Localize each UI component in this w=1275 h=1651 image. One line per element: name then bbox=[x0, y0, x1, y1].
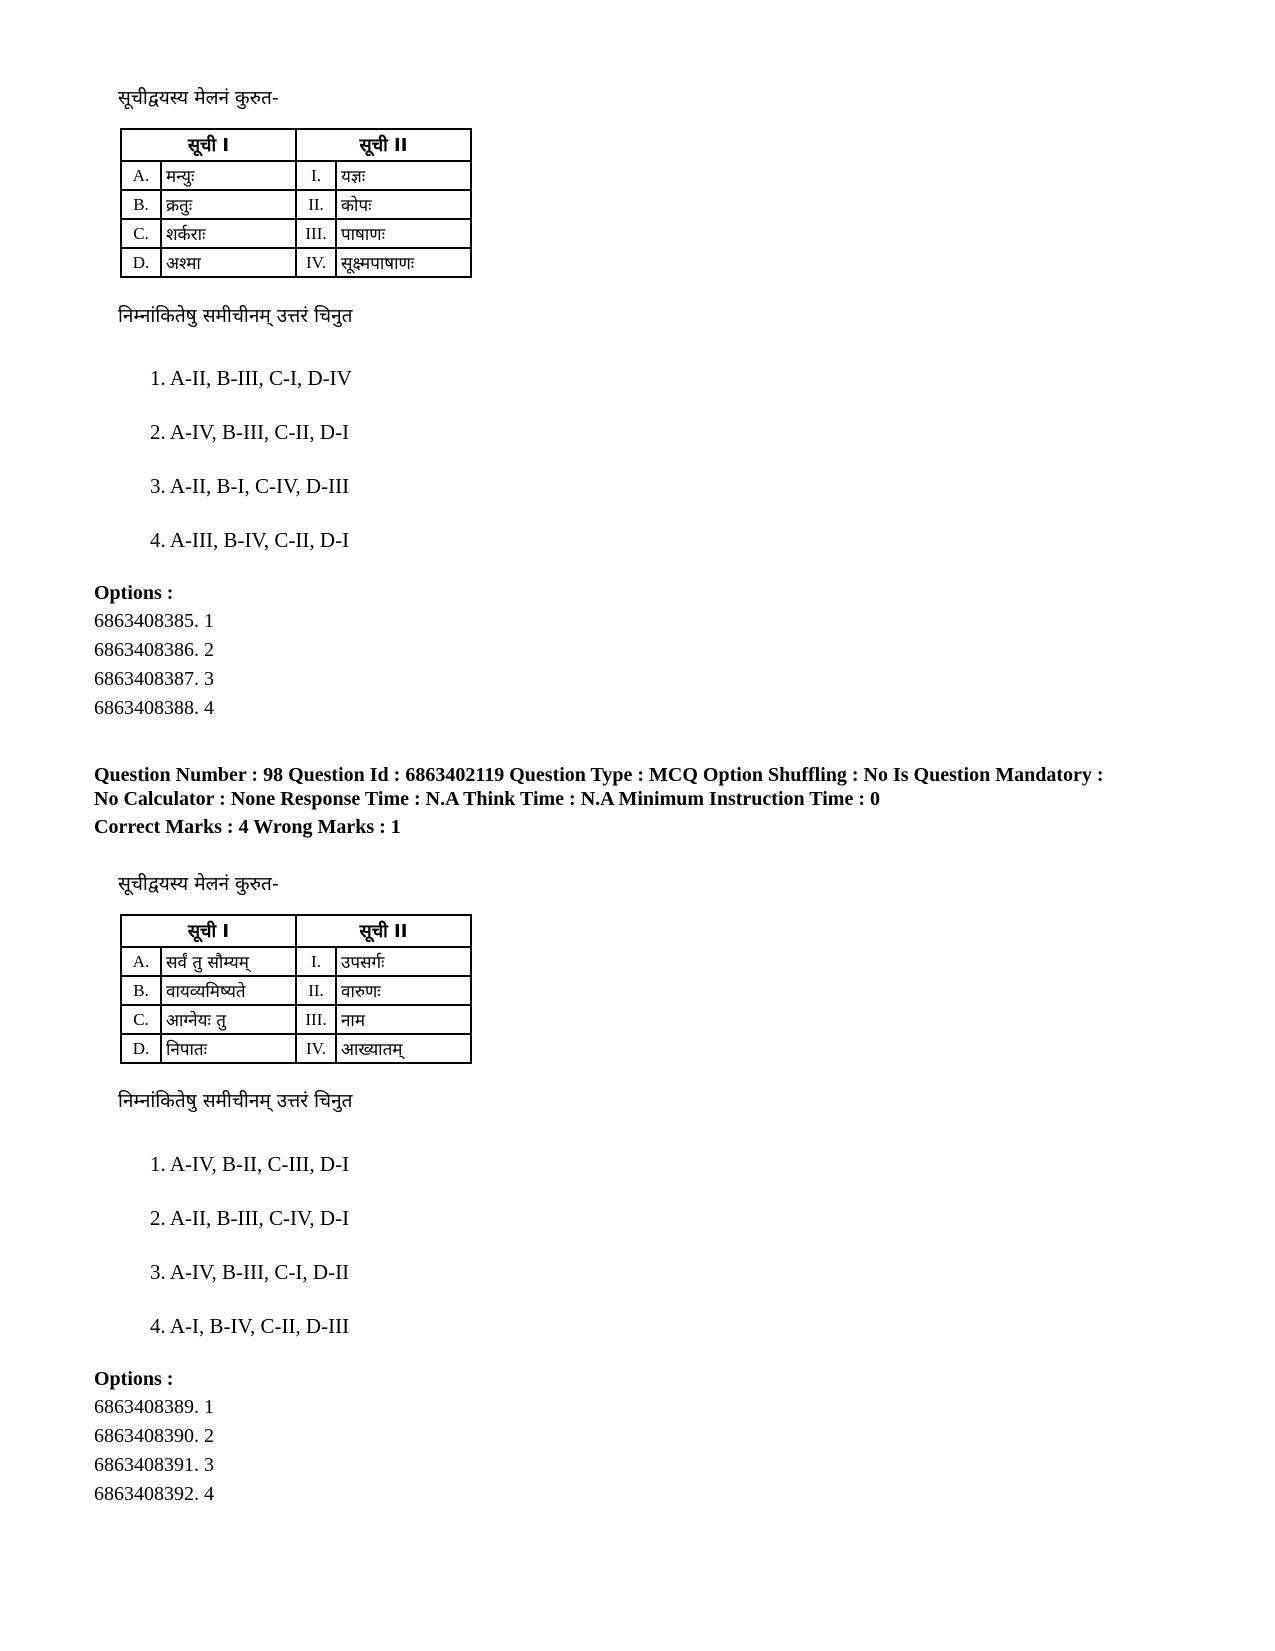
question-meta-line-2: No Calculator : None Response Time : N.A Think Time : N.A Minimum Instruction Time : 0 bbox=[94, 788, 880, 810]
row-key: IV. bbox=[296, 1034, 336, 1063]
choice-item: 4. A-I, B-IV, C-II, D-III bbox=[150, 1314, 350, 1338]
match-table bbox=[120, 914, 472, 1064]
choice-item: 1. A-II, B-III, C-I, D-IV bbox=[150, 366, 352, 390]
row-value: यज्ञः bbox=[336, 161, 471, 190]
list-2-header: सूची II bbox=[296, 915, 471, 947]
list-1-header: सूची I bbox=[121, 915, 296, 947]
option-item: 6863408392. 4 bbox=[94, 1483, 214, 1505]
row-value: कोपः bbox=[336, 190, 471, 219]
table-row bbox=[121, 161, 471, 190]
row-key: C. bbox=[121, 219, 161, 248]
row-value: नाम bbox=[336, 1005, 471, 1034]
row-key: A. bbox=[121, 947, 161, 976]
row-value: उपसर्गः bbox=[336, 947, 471, 976]
choice-item: 2. A-II, B-III, C-IV, D-I bbox=[150, 1206, 350, 1230]
choice-list bbox=[150, 1152, 349, 1368]
question-meta-line-1: Question Number : 98 Question Id : 6863402119 Question Type : MCQ Option Shuffling : No Is Question Mandatory : bbox=[94, 764, 1104, 786]
choice-item: 3. A-IV, B-III, C-I, D-II bbox=[150, 1260, 350, 1284]
row-key: II. bbox=[296, 190, 336, 219]
table-row bbox=[121, 248, 471, 277]
option-item: 6863408390. 2 bbox=[94, 1425, 214, 1447]
row-value: वारुणः bbox=[336, 976, 471, 1005]
row-value: शर्कराः bbox=[161, 219, 296, 248]
match-table bbox=[120, 128, 472, 278]
marks-line: Correct Marks : 4 Wrong Marks : 1 bbox=[94, 816, 401, 838]
table-row bbox=[121, 219, 471, 248]
option-item: 6863408387. 3 bbox=[94, 668, 214, 690]
row-value: निपातः bbox=[161, 1034, 296, 1063]
options-list bbox=[94, 1393, 214, 1509]
table-row bbox=[121, 1034, 471, 1063]
row-value: पाषाणः bbox=[336, 219, 471, 248]
row-key: I. bbox=[296, 947, 336, 976]
row-value: सर्वं तु सौम्यम् bbox=[161, 947, 296, 976]
option-item: 6863408391. 3 bbox=[94, 1454, 214, 1476]
options-label: Options : bbox=[94, 1368, 174, 1390]
row-value: वायव्यमिष्यते bbox=[161, 976, 296, 1005]
choice-item: 1. A-IV, B-II, C-III, D-I bbox=[150, 1152, 350, 1176]
instruction-text: सूचीद्वयस्य मेलनं कुरुत- bbox=[118, 87, 279, 109]
row-key: III. bbox=[296, 1005, 336, 1034]
table-row bbox=[121, 1005, 471, 1034]
row-key: C. bbox=[121, 1005, 161, 1034]
option-item: 6863408385. 1 bbox=[94, 610, 214, 632]
question-meta bbox=[94, 763, 1204, 811]
row-key: B. bbox=[121, 190, 161, 219]
option-item: 6863408386. 2 bbox=[94, 639, 214, 661]
table-row bbox=[121, 976, 471, 1005]
list-2-header: सूची II bbox=[296, 129, 471, 161]
row-key: D. bbox=[121, 248, 161, 277]
row-value: क्रतुः bbox=[161, 190, 296, 219]
choice-list bbox=[150, 366, 352, 582]
table-row bbox=[121, 190, 471, 219]
row-key: I. bbox=[296, 161, 336, 190]
row-key: III. bbox=[296, 219, 336, 248]
option-item: 6863408388. 4 bbox=[94, 697, 214, 719]
prompt-text: निम्नांकितेषु समीचीनम् उत्तरं चिनुत bbox=[118, 1090, 353, 1112]
row-value: अश्मा bbox=[161, 248, 296, 277]
row-value: आख्यातम् bbox=[336, 1034, 471, 1063]
row-key: B. bbox=[121, 976, 161, 1005]
choice-item: 2. A-IV, B-III, C-II, D-I bbox=[150, 420, 350, 444]
row-value: सूक्ष्मपाषाणः bbox=[336, 248, 471, 277]
list-1-header: सूची I bbox=[121, 129, 296, 161]
row-value: मन्युः bbox=[161, 161, 296, 190]
row-key: D. bbox=[121, 1034, 161, 1063]
table-row bbox=[121, 947, 471, 976]
choice-item: 3. A-II, B-I, C-IV, D-III bbox=[150, 474, 350, 498]
choice-item: 4. A-III, B-IV, C-II, D-I bbox=[150, 528, 350, 552]
row-value: आग्नेयः तु bbox=[161, 1005, 296, 1034]
options-label: Options : bbox=[94, 582, 174, 604]
options-list bbox=[94, 607, 214, 723]
instruction-text: सूचीद्वयस्य मेलनं कुरुत- bbox=[118, 873, 279, 895]
row-key: A. bbox=[121, 161, 161, 190]
row-key: II. bbox=[296, 976, 336, 1005]
option-item: 6863408389. 1 bbox=[94, 1396, 214, 1418]
row-key: IV. bbox=[296, 248, 336, 277]
prompt-text: निम्नांकितेषु समीचीनम् उत्तरं चिनुत bbox=[118, 305, 353, 327]
